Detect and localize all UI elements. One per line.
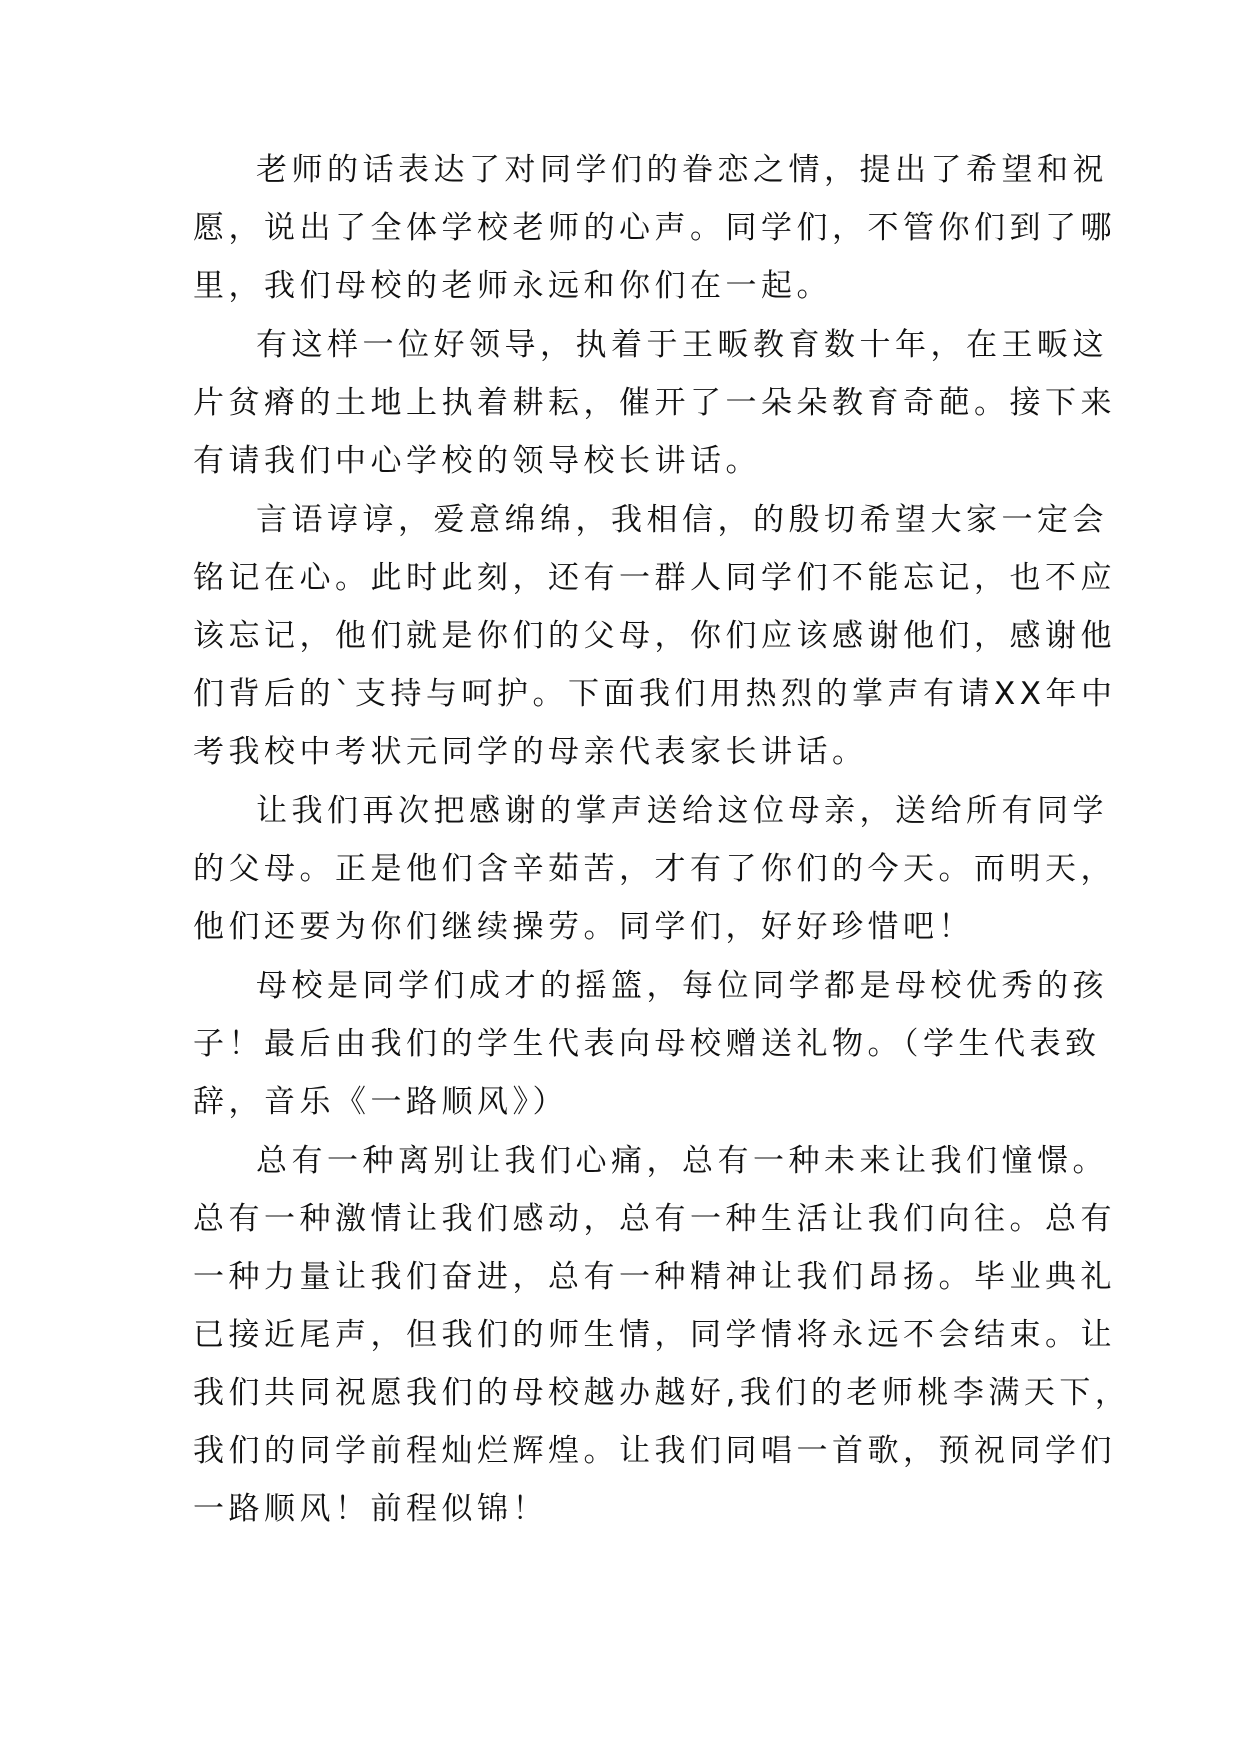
text-line: 们背后的`支持与呵护。下面我们用热烈的掌声有请XX年中 xyxy=(193,676,1117,712)
text-line: 愿，说出了全体学校老师的心声。同学们，不管你们到了哪 xyxy=(193,210,1116,246)
text-line: 有这样一位好领导，执着于王畈教育数十年，在王畈这 xyxy=(256,327,1108,363)
text-line: 我们共同祝愿我们的母校越办越好,我们的老师桃李满天下， xyxy=(193,1375,1131,1411)
text-line: 子！最后由我们的学生代表向母校赠送礼物。（学生代表致 xyxy=(193,1026,1101,1062)
text-line: 言语谆谆，爱意绵绵，我相信，的殷切希望大家一定会 xyxy=(256,502,1108,538)
text-line: 考我校中考状元同学的母亲代表家长讲话。 xyxy=(193,734,868,770)
text-line: 让我们再次把感谢的掌声送给这位母亲，送给所有同学 xyxy=(256,793,1108,829)
text-line: 老师的话表达了对同学们的眷恋之情，提出了希望和祝 xyxy=(256,152,1108,188)
text-line: 该忘记，他们就是你们的父母，你们应该感谢他们，感谢他 xyxy=(193,618,1116,654)
text-line: 片贫瘠的土地上执着耕耘，催开了一朵朵教育奇葩。接下来 xyxy=(193,385,1116,421)
text-line: 总有一种离别让我们心痛，总有一种未来让我们憧憬。 xyxy=(256,1143,1108,1179)
text-line: 我们的同学前程灿烂辉煌。让我们同唱一首歌，预祝同学们 xyxy=(193,1433,1116,1469)
text-line: 一种力量让我们奋进，总有一种精神让我们昂扬。毕业典礼 xyxy=(193,1259,1116,1295)
text-line: 母校是同学们成才的摇篮，每位同学都是母校优秀的孩 xyxy=(256,968,1108,1004)
text-line: 辞，音乐《一路顺风》） xyxy=(193,1084,568,1120)
text-line: 总有一种激情让我们感动，总有一种生活让我们向往。总有 xyxy=(193,1201,1116,1237)
text-line: 铭记在心。此时此刻，还有一群人同学们不能忘记，也不应 xyxy=(193,560,1116,596)
text-line: 已接近尾声，但我们的师生情，同学情将永远不会结束。让 xyxy=(193,1317,1116,1353)
text-line: 一路顺风！前程似锦！ xyxy=(193,1491,548,1527)
text-line: 有请我们中心学校的领导校长讲话。 xyxy=(193,443,761,479)
text-line: 的父母。正是他们含辛茹苦，才有了你们的今天。而明天， xyxy=(193,851,1116,887)
text-line: 他们还要为你们继续操劳。同学们，好好珍惜吧！ xyxy=(193,909,974,945)
text-line: 里，我们母校的老师永远和你们在一起。 xyxy=(193,268,832,304)
